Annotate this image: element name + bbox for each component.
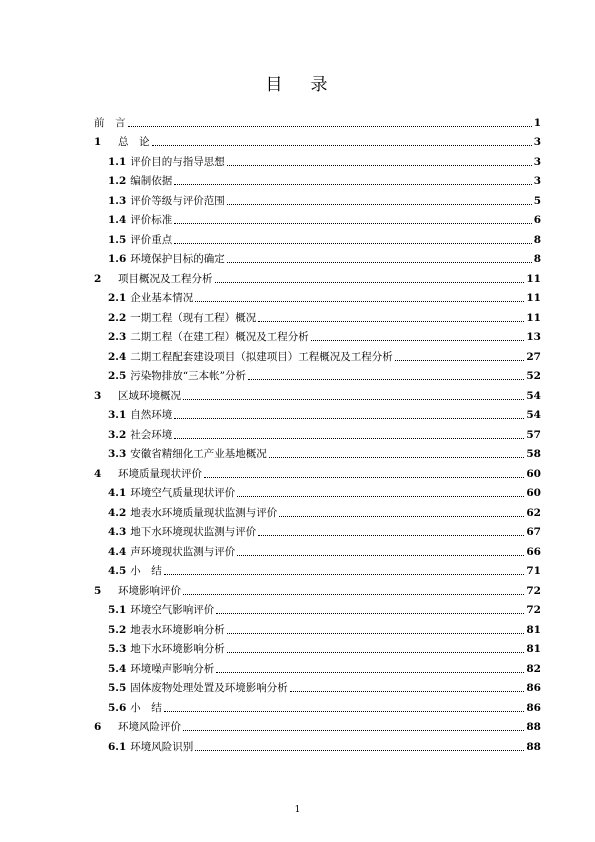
toc-entry[interactable] — [94, 265, 541, 285]
toc-entry-number: 1.2 — [108, 175, 127, 187]
toc-dot-leader — [183, 730, 524, 731]
toc-entry[interactable] — [94, 597, 541, 617]
toc-entry-title: 安徽省精细化工产业基地概况 — [130, 448, 267, 460]
toc-entry[interactable] — [94, 109, 541, 129]
toc-dot-leader — [227, 652, 525, 653]
toc-entry[interactable] — [94, 363, 541, 383]
toc-entry-title: 地表水环境质量现状监测与评价 — [130, 506, 278, 519]
toc-dot-leader — [237, 496, 524, 497]
toc-dot-leader — [269, 457, 525, 458]
toc-entry-number: 2.1 — [108, 292, 127, 304]
toc-entry-title: 声环境现状监测与评价 — [130, 545, 236, 558]
toc-dot-leader — [128, 126, 532, 127]
toc-entry-title: 评价目的与指导思想 — [130, 155, 225, 168]
toc-entry-title: 编制依据 — [130, 175, 173, 187]
toc-entry-number: 2.3 — [108, 331, 127, 343]
toc-entry-page: 11 — [526, 272, 541, 285]
page-title — [0, 70, 595, 95]
toc-dot-leader — [164, 574, 525, 575]
toc-entry[interactable] — [94, 226, 541, 246]
toc-entry-page: 54 — [526, 409, 541, 421]
toc-entry-page: 82 — [526, 662, 541, 675]
toc-entry[interactable] — [94, 519, 541, 539]
toc-entry-page: 57 — [526, 428, 541, 441]
toc-entry-title: 固体废物处理处置及环境影响分析 — [130, 682, 288, 694]
toc-entry-page: 3 — [533, 175, 541, 187]
toc-dot-leader — [216, 672, 524, 673]
toc-entry-number: 1.1 — [108, 155, 127, 168]
toc-entry-page: 54 — [526, 389, 541, 402]
toc-entry-number: 4.5 — [108, 565, 127, 577]
toc-entry[interactable] — [94, 694, 541, 714]
toc-entry-title: 总 论 — [118, 136, 150, 148]
toc-entry-page: 1 — [533, 116, 541, 129]
toc-entry-page: 88 — [526, 721, 541, 733]
toc-entry[interactable] — [94, 655, 541, 675]
toc-entry-page: 13 — [526, 331, 541, 343]
toc-entry[interactable] — [94, 480, 541, 500]
toc-entry[interactable] — [94, 460, 541, 480]
toc-entry-title: 环境空气影响评价 — [130, 604, 215, 616]
toc-dot-leader — [204, 477, 524, 478]
toc-entry[interactable] — [94, 558, 541, 578]
title-char-2: 录 — [310, 75, 330, 95]
toc-dot-leader — [164, 711, 525, 712]
toc-entry[interactable] — [94, 577, 541, 597]
toc-entry[interactable] — [94, 733, 541, 753]
toc-dot-leader — [290, 691, 525, 692]
page-number: 1 — [294, 805, 301, 815]
toc-dot-leader — [227, 262, 532, 263]
toc-entry-title: 评价标准 — [130, 214, 173, 226]
toc-dot-leader — [215, 282, 525, 283]
toc-entry-number: 2.5 — [108, 370, 127, 382]
toc-entry[interactable] — [94, 285, 541, 305]
toc-entry-number: 5 — [94, 584, 102, 597]
toc-entry-number: 6.1 — [108, 740, 127, 753]
toc-dot-leader — [237, 555, 524, 556]
toc-entry-number: 3.2 — [108, 428, 127, 441]
toc-entry[interactable] — [94, 187, 541, 207]
toc-dot-leader — [258, 321, 524, 322]
toc-entry-number: 4 — [94, 467, 102, 480]
toc-entry-number: 6 — [94, 721, 102, 733]
toc-entry[interactable] — [94, 148, 541, 168]
toc-entry-title: 一期工程（现有工程）概况 — [130, 311, 257, 324]
toc-entry-number: 4.4 — [108, 545, 127, 558]
toc-entry-number: 4.2 — [108, 506, 127, 519]
toc-entry-page: 62 — [526, 506, 541, 519]
toc-entry-title: 地下水环境影响分析 — [130, 643, 225, 655]
toc-entry-page: 71 — [526, 565, 541, 577]
toc-entry-title: 社会环境 — [130, 428, 173, 441]
toc-entry-page: 86 — [526, 682, 541, 694]
toc-entry-page: 6 — [533, 214, 541, 226]
toc-entry-page: 5 — [533, 194, 541, 207]
toc-entry-number: 5.5 — [108, 682, 127, 694]
toc-entry-page: 60 — [526, 487, 541, 499]
toc-entry-page: 88 — [526, 740, 541, 753]
toc-entry-page: 81 — [526, 643, 541, 655]
toc-entry-page: 72 — [526, 584, 541, 597]
toc-entry[interactable] — [94, 382, 541, 402]
toc-dot-leader — [216, 613, 524, 614]
toc-dot-leader — [227, 633, 525, 634]
toc-dot-leader — [279, 516, 524, 517]
toc-entry[interactable] — [94, 129, 541, 149]
toc-dot-leader — [258, 535, 524, 536]
title-char-1: 目 — [265, 75, 285, 95]
toc-entry-page: 81 — [526, 623, 541, 636]
toc-entry[interactable] — [94, 246, 541, 266]
toc-entry-title: 评价重点 — [130, 233, 173, 246]
toc-entry-number: 2.2 — [108, 311, 127, 324]
toc-entry[interactable] — [94, 499, 541, 519]
toc-entry-title: 环境风险评价 — [118, 721, 181, 733]
toc-dot-leader — [174, 223, 531, 224]
toc-entry-page: 27 — [526, 350, 541, 363]
toc-entry-title: 地表水环境影响分析 — [130, 623, 225, 636]
toc-entry-page: 8 — [533, 253, 541, 265]
toc-entry[interactable] — [94, 616, 541, 636]
toc-dot-leader — [395, 360, 525, 361]
toc-dot-leader — [174, 438, 524, 439]
toc-entry-title: 污染物排放“三本帐”分析 — [130, 370, 247, 382]
toc-entry-title: 地下水环境现状监测与评价 — [130, 526, 257, 538]
toc-entry[interactable] — [94, 636, 541, 656]
toc-entry-page: 3 — [533, 155, 541, 168]
toc-entry-number: 5.1 — [108, 604, 127, 616]
toc-dot-leader — [227, 204, 532, 205]
toc-entry-title: 小 结 — [130, 565, 162, 577]
toc-dot-leader — [183, 594, 524, 595]
toc-entry-title: 区域环境概况 — [118, 389, 181, 402]
toc-entry[interactable] — [94, 304, 541, 324]
toc-entry-title: 环境风险识别 — [130, 740, 194, 753]
toc-entry-title: 环境影响评价 — [118, 584, 181, 597]
toc-entry-page: 67 — [526, 526, 541, 538]
toc-entry[interactable] — [94, 168, 541, 188]
toc-entry-number: 3.1 — [108, 409, 127, 421]
toc-entry[interactable] — [94, 441, 541, 461]
toc-dot-leader — [183, 399, 524, 400]
toc-entry-number: 1 — [94, 136, 102, 148]
toc-dot-leader — [174, 243, 531, 244]
toc-entry[interactable] — [94, 538, 541, 558]
toc-entry[interactable] — [94, 343, 541, 363]
toc-entry-number: 5.3 — [108, 643, 127, 655]
toc-entry-number: 4.1 — [108, 487, 127, 499]
toc-entry-page: 11 — [526, 311, 541, 324]
toc-entry-page: 8 — [533, 233, 541, 246]
toc-entry-number: 5.6 — [108, 701, 127, 714]
toc-entry-number: 1.6 — [108, 253, 127, 265]
toc-entry-number: 4.3 — [108, 526, 127, 538]
toc-entry-title: 环境噪声影响分析 — [130, 662, 215, 675]
toc-entry[interactable] — [94, 324, 541, 344]
toc-entry-title: 前 言 — [94, 116, 126, 129]
toc-entry-number: 1.5 — [108, 233, 127, 246]
toc-entry-page: 72 — [526, 604, 541, 616]
toc-entry[interactable] — [94, 207, 541, 227]
toc-entry[interactable] — [94, 675, 541, 695]
toc-dot-leader — [174, 184, 531, 185]
toc-entry-title: 二期工程（在建工程）概况及工程分析 — [130, 331, 309, 343]
toc-entry-number: 1.4 — [108, 214, 127, 226]
toc-entry-page: 60 — [526, 467, 541, 480]
toc-entry-page: 66 — [526, 545, 541, 558]
toc-dot-leader — [227, 165, 532, 166]
toc-entry-title: 企业基本情况 — [130, 292, 194, 304]
toc-entry-page: 3 — [533, 136, 541, 148]
toc-entry-number: 3.3 — [108, 448, 127, 460]
toc-dot-leader — [174, 418, 524, 419]
toc-entry-number: 3 — [94, 389, 102, 402]
table-of-contents — [94, 109, 541, 753]
toc-entry-number: 5.4 — [108, 662, 127, 675]
toc-entry-title: 自然环境 — [130, 409, 173, 421]
toc-entry-title: 评价等级与评价范围 — [130, 194, 225, 207]
toc-entry-number: 2 — [94, 272, 102, 285]
toc-entry-page: 52 — [526, 370, 541, 382]
toc-entry-page: 11 — [526, 292, 541, 304]
toc-entry-title: 环境保护目标的确定 — [130, 253, 225, 265]
toc-dot-leader — [195, 750, 524, 751]
toc-entry-page: 86 — [526, 701, 541, 714]
toc-entry-title: 环境空气质量现状评价 — [130, 487, 236, 499]
toc-entry-title: 项目概况及工程分析 — [118, 272, 213, 285]
toc-entry-title: 环境质量现状评价 — [118, 467, 202, 480]
toc-entry[interactable] — [94, 714, 541, 734]
toc-entry-number: 1.3 — [108, 194, 127, 207]
toc-entry-number: 2.4 — [108, 350, 127, 363]
toc-dot-leader — [152, 145, 532, 146]
toc-dot-leader — [248, 379, 524, 380]
toc-entry-number: 5.2 — [108, 623, 127, 636]
toc-entry[interactable] — [94, 421, 541, 441]
toc-dot-leader — [195, 301, 524, 302]
toc-dot-leader — [311, 340, 525, 341]
toc-entry-title: 二期工程配套建设项目（拟建项目）工程概况及工程分析 — [130, 350, 393, 363]
toc-entry-page: 58 — [526, 448, 541, 460]
toc-entry[interactable] — [94, 402, 541, 422]
toc-entry-title: 小 结 — [130, 701, 162, 714]
